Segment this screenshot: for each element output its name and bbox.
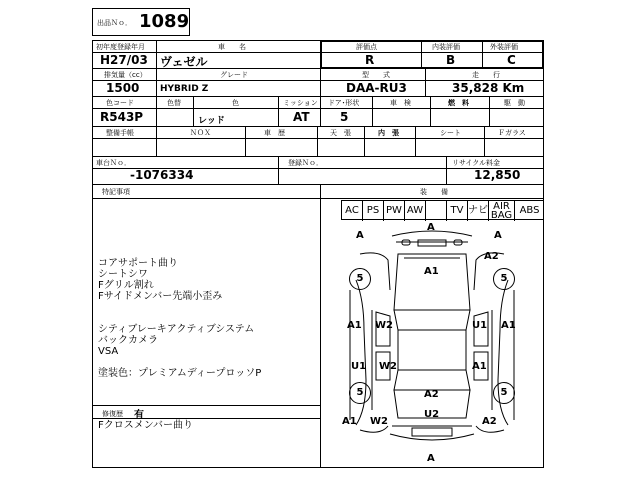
transmission-value: AT [293,110,310,124]
color-code-label: 色コード [106,99,134,107]
history-label: 車 歴 [264,129,285,137]
seat-label: シート [440,129,461,137]
equip-pw: PW [384,201,405,221]
interior-trim-label: 内 張 [378,129,399,137]
damage-trunk: A2 [424,389,439,400]
damage-left-rear: U1 [351,361,367,372]
damage-front-right: A [494,230,502,241]
equip-blank [426,201,447,221]
damage-left-front-door: W2 [375,320,393,331]
exterior-label: 外装評価 [490,43,518,51]
damage-right-front-door: U1 [472,320,488,331]
remark-line: シートシワ [98,269,148,280]
remark-line: Fグリル割れ [98,280,154,291]
year-value: H27/03 [100,53,148,67]
transmission-label: ミッション [283,99,318,107]
doors-label: ドア･形状 [328,99,360,107]
repair-value: 有 [134,410,144,421]
damage-hood: A1 [424,266,439,277]
reg-label: 登録Ｎｏ． [288,159,323,167]
year-label: 初年度登録年月 [96,43,145,51]
sunroof-label: 天 張 [330,129,351,137]
color-change-label: 色替 [167,99,181,107]
interior-label: 内装評価 [432,43,460,51]
name-label: 車 名 [218,43,246,51]
manual-label: 整備手帳 [106,129,134,137]
damage-rear-right: A2 [482,416,497,427]
chassis-value: -1076334 [130,168,194,182]
color-code-value: R543P [100,110,144,124]
remarks-label: 特記事項 [102,188,130,196]
damage-right-rear: A1 [472,361,487,372]
damage-front: A [427,222,435,233]
damage-left-front: A1 [347,320,362,331]
recycle-value: 12,850 [474,168,521,182]
remark-line: シティブレーキアクティブシステム [98,324,255,335]
chassis-label: 車台Ｎｏ． [96,159,131,167]
recycle-label: リサイクル料金 [452,159,501,167]
cc-label: 排気量（cc） [104,71,147,79]
trim-value: HYBRID Z [160,84,209,94]
model-value: DAA-RU3 [346,81,407,95]
mileage-label: 走 行 [472,71,500,79]
interior-value: B [446,53,456,67]
nox-label: ＮＯＸ [190,129,211,137]
exterior-value: C [507,53,516,67]
repair-label: 修復歴 [102,410,123,418]
model-label: 型 式 [362,71,390,79]
car-diagram [320,220,544,468]
remark-line: バックカメラ [98,335,158,346]
equip-navi: ナビ [468,201,489,221]
equip-ps: PS [363,201,384,221]
equip-airbag: AIR BAG [489,201,515,221]
equip-tv: TV [447,201,468,221]
grade-label: 評価点 [356,43,377,51]
name-value: ヴェゼル [160,55,208,69]
equipment-label: 装 備 [420,188,448,196]
damage-left-rear-door: W2 [379,361,397,372]
lot-number-box [92,8,190,36]
tire-front-left: 5 [349,268,371,290]
remark-line: 塗装色：プレミアムディープロッソP [98,368,262,379]
equip-ac: AC [342,201,363,221]
lot-number: 1089 [139,11,190,32]
tire-rear-right: 5 [493,382,515,404]
remark-line: Fサイドメンバー先端小歪み [98,291,223,302]
tire-rear-left: 5 [349,382,371,404]
damage-rear: A [427,453,435,464]
grade-value: R [365,53,375,67]
drive-label: 駆 動 [504,99,525,107]
damage-right-front: A1 [501,320,516,331]
damage-tailgate: U2 [424,409,440,420]
damage-front-left: A [356,230,364,241]
damage-rear-left: A1 [342,416,357,427]
equipment-row [341,200,544,220]
lot-label: 出品Ｎｏ． [97,19,132,27]
color-label: 色 [232,99,239,107]
doors-value: 5 [340,110,349,124]
glass-label: Ｆガラス [498,129,526,137]
inspection-label: 車 検 [390,99,411,107]
equip-abs: ABS [519,205,540,216]
cc-value: 1500 [106,81,140,95]
remark-line: コアサポート曲り [98,258,178,269]
remark-line: VSA [98,346,119,357]
color-value: レッド [198,116,225,126]
tire-front-right: 5 [493,268,515,290]
mileage-value: 35,828 Km [452,81,525,95]
fuel-label: 燃 料 [448,99,469,107]
equip-aw: AW [405,201,426,221]
damage-rear-left-w2: W2 [370,416,388,427]
damage-front-right-fender: A2 [484,251,499,262]
trim-label: グレード [220,71,248,79]
repair-line: Fクロスメンバー曲り [98,420,194,431]
